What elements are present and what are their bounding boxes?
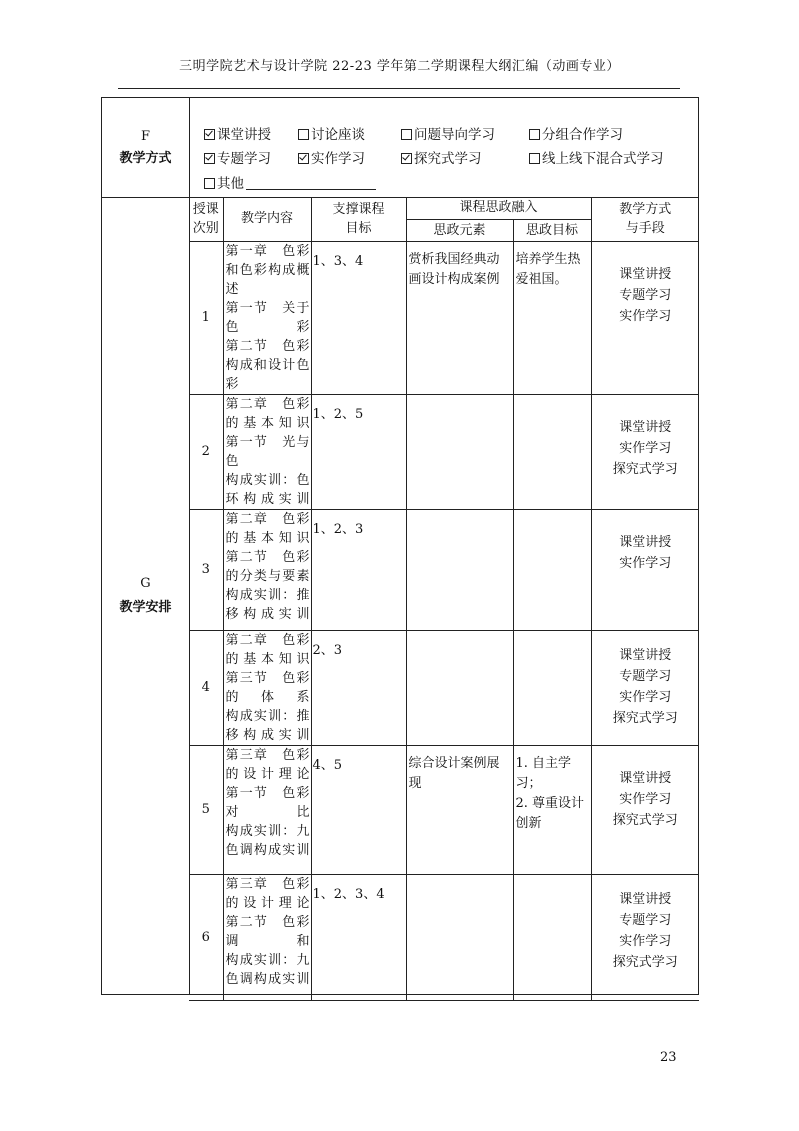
unchecked-checkbox-icon[interactable]: [529, 129, 540, 140]
session-number: 4: [189, 630, 223, 745]
method-item: 实作学习: [619, 933, 672, 949]
ideology-element-cell: [406, 509, 513, 630]
content-line: 第一节 光与色: [225, 434, 310, 469]
content-line: 第三章 色彩的设计理论: [225, 747, 310, 782]
content-cell: [223, 745, 311, 874]
content-line: 第二节 色彩调和: [225, 914, 310, 949]
unchecked-checkbox-icon[interactable]: [529, 153, 540, 164]
method-item: 探究式学习: [612, 812, 678, 828]
table-row: [189, 394, 699, 509]
section-letter-f: F: [140, 128, 151, 144]
page-header: 三明学院艺术与设计学院 22-23 学年第二学期课程大纲汇编（动画专业）: [179, 59, 620, 74]
teaching-method-section: [101, 97, 699, 198]
table-row: [189, 630, 699, 745]
content-cell: [223, 874, 311, 1000]
content-cell: [223, 394, 311, 509]
session-number: 5: [189, 745, 223, 874]
method-option: [401, 123, 495, 143]
method-item: 实作学习: [619, 440, 672, 456]
ideology-aim-cell: 培养学生热爱祖国。: [513, 241, 591, 394]
method-option: [204, 147, 271, 167]
ideology-element-cell: [406, 874, 513, 1000]
method-cell: [591, 745, 699, 874]
method-option-label: 线上线下混合式学习: [542, 151, 664, 167]
section-letter-g: G: [140, 575, 151, 591]
content-cell: [223, 241, 311, 394]
header-session: 授课 次别: [189, 197, 223, 241]
method-option-label: 实作学习: [311, 151, 365, 167]
content-line: 构成实训：推移构成实训: [225, 587, 310, 622]
method-item: 实作学习: [619, 689, 672, 705]
content-line: 第二节 色彩的分类与要素: [225, 549, 310, 584]
method-item: 专题学习: [619, 287, 672, 303]
method-item: 探究式学习: [612, 954, 678, 970]
method-option-label: 探究式学习: [414, 151, 482, 167]
session-number: 6: [189, 874, 223, 1000]
method-cell: [591, 630, 699, 745]
method-item: 专题学习: [619, 668, 672, 684]
method-option-label: 分组合作学习: [542, 127, 623, 143]
content-cell: [223, 630, 311, 745]
teaching-schedule-section: [101, 197, 699, 995]
method-item: 课堂讲授: [619, 770, 672, 786]
section-title-f: 教学方式: [119, 150, 172, 166]
ideology-element-cell: [406, 630, 513, 745]
content-line: 第三节 色彩的体系: [225, 670, 310, 705]
content-line: 第一节 色彩对比: [225, 785, 310, 820]
unchecked-checkbox-icon[interactable]: [298, 129, 309, 140]
ideology-element-cell: 赏析我国经典动画设计构成案例: [406, 241, 513, 394]
method-option: [298, 123, 365, 143]
method-item: 课堂讲授: [619, 419, 672, 435]
method-cell: [591, 394, 699, 509]
goal-cell: 2、3: [311, 630, 406, 745]
ideology-aim-cell: [513, 394, 591, 509]
method-option: [204, 172, 376, 192]
table-row: [189, 745, 699, 874]
teaching-schedule-label: [102, 197, 190, 994]
content-line: 第二章 色彩的基本知识: [225, 632, 310, 667]
checked-checkbox-icon[interactable]: [401, 153, 412, 164]
content-line: 第三章 色彩的设计理论: [225, 876, 310, 911]
goal-cell: 1、3、4: [311, 241, 406, 394]
checked-checkbox-icon[interactable]: [204, 153, 215, 164]
method-option: [298, 147, 365, 167]
method-item: 探究式学习: [612, 461, 678, 477]
method-option-label: 专题学习: [217, 151, 271, 167]
section-title-g: 教学安排: [119, 599, 172, 615]
teaching-method-label: [102, 98, 190, 197]
method-item: 课堂讲授: [619, 647, 672, 663]
table-row: [189, 874, 699, 1000]
header-content: 教学内容: [223, 197, 311, 241]
content-cell: [223, 509, 311, 630]
method-option-label: 课堂讲授: [217, 127, 271, 143]
content-line: 构成实训：推移构成实训: [225, 708, 310, 743]
method-item: 探究式学习: [612, 710, 678, 726]
goal-cell: 1、2、3: [311, 509, 406, 630]
method-option-label: 其他: [217, 176, 244, 192]
content-line: 第二章 色彩的基本知识: [225, 511, 310, 546]
header-ideology: 课程思政融入: [406, 197, 591, 219]
table-row: [189, 241, 699, 394]
content-line: 构成实训：九色调构成实训: [225, 823, 310, 858]
goal-cell: 1、2、5: [311, 394, 406, 509]
header-goal: 支撑课程 目标: [311, 197, 406, 241]
content-line: 构成实训：九色调构成实训: [225, 952, 310, 987]
content-line: 第二章 色彩的基本知识: [225, 396, 310, 431]
unchecked-checkbox-icon[interactable]: [401, 129, 412, 140]
session-number: 2: [189, 394, 223, 509]
method-item: 课堂讲授: [619, 891, 672, 907]
header-method: 教学方式 与手段: [591, 197, 699, 241]
method-option-label: 讨论座谈: [311, 127, 365, 143]
page-number: 23: [660, 1050, 677, 1065]
ideology-element-cell: 综合设计案例展现: [406, 745, 513, 874]
content-line: 第一节 关于色彩: [225, 300, 310, 335]
schedule-table: [189, 197, 699, 1001]
method-cell: [591, 874, 699, 1000]
goal-cell: 4、5: [311, 745, 406, 874]
method-item: 实作学习: [619, 791, 672, 807]
goal-cell: 1、2、3、4: [311, 874, 406, 1000]
unchecked-checkbox-icon[interactable]: [204, 178, 215, 189]
content-line: 第一章 色彩和色彩构成概述: [225, 243, 310, 297]
method-item: 实作学习: [619, 555, 672, 571]
checked-checkbox-icon[interactable]: [298, 153, 309, 164]
other-blank-line: [246, 177, 376, 190]
method-item: 实作学习: [619, 308, 672, 324]
method-cell: [591, 509, 699, 630]
ideology-aim-cell: [513, 874, 591, 1000]
header-aim: 思政目标: [513, 219, 591, 241]
method-option-label: 问题导向学习: [414, 127, 495, 143]
session-number: 1: [189, 241, 223, 394]
ideology-element-cell: [406, 394, 513, 509]
header-divider: [118, 88, 680, 89]
method-option: [529, 123, 623, 143]
method-item: 专题学习: [619, 912, 672, 928]
method-item: 课堂讲授: [619, 266, 672, 282]
content-line: 第二节 色彩构成和设计色彩: [225, 338, 310, 392]
table-row: [189, 509, 699, 630]
ideology-aim-cell: [513, 630, 591, 745]
method-cell: [591, 241, 699, 394]
ideology-aim-cell: 1. 自主学习； 2. 尊重设计创新: [513, 745, 591, 874]
checked-checkbox-icon[interactable]: [204, 129, 215, 140]
method-option: [401, 147, 482, 167]
method-option: [529, 147, 664, 167]
method-option: [204, 123, 271, 143]
content-line: 构成实训：色环构成实训: [225, 472, 310, 507]
header-element: 思政元素: [406, 219, 513, 241]
ideology-aim-cell: [513, 509, 591, 630]
method-item: 课堂讲授: [619, 534, 672, 550]
session-number: 3: [189, 509, 223, 630]
